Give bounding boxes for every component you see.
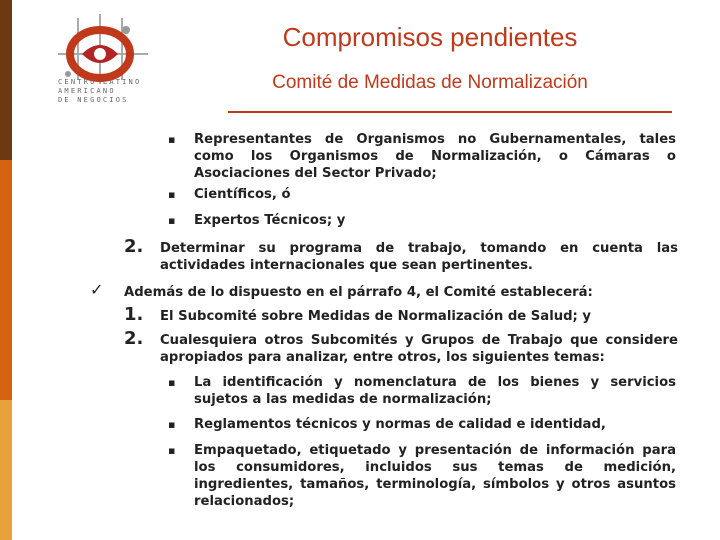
item-expertos: Expertos Técnicos; y xyxy=(194,213,346,228)
square-bullet-icon: ▪ xyxy=(168,376,176,389)
number-2-second: 2. xyxy=(124,328,144,349)
number-2: 2. xyxy=(124,236,144,257)
title-divider xyxy=(228,111,672,113)
side-bar-dark xyxy=(0,0,12,160)
item-cualesquiera: Cualesquiera otros Subcomités y Grupos de Trabajo que considere apropiados para analizar, entre otros, los siguientes temas: xyxy=(160,333,678,365)
check-bullet-icon: ✓ xyxy=(90,280,104,299)
item-empaquetado: Empaquetado, etiquetado y presentación de información para los consumidores, incluidos sus temas de medición, ingredientes, tamaños, terminología, símbolos y otros asuntos relacionados; xyxy=(194,443,676,509)
logo-text xyxy=(58,78,158,105)
item-representantes: Representantes de Organismos no Gubernamentales, tales como los Organismos de Normalización, o Cámaras o Asociaciones del Sector Privado; xyxy=(194,132,676,181)
square-bullet-icon: ▪ xyxy=(168,214,176,227)
number-1: 1. xyxy=(124,304,144,325)
side-bar-light xyxy=(0,400,12,540)
logo-line-1: CENTRO LATINO xyxy=(58,78,142,86)
side-bar-orange xyxy=(0,160,12,400)
square-bullet-icon: ▪ xyxy=(168,444,176,457)
item-subcomite: El Subcomité sobre Medidas de Normalización de Salud; y xyxy=(160,309,592,324)
logo-line-3: DE NEGOCIOS xyxy=(58,96,129,104)
item-identificacion: La identificación y nomenclatura de los bienes y servicios sujetos a las medidas de normalización; xyxy=(194,375,676,407)
item-cientificos: Científicos, ó xyxy=(194,187,291,202)
logo-line-2: AMERICANO xyxy=(58,87,116,95)
square-bullet-icon: ▪ xyxy=(168,418,176,431)
page-title: Compromisos pendientes xyxy=(282,22,578,52)
square-bullet-icon: ▪ xyxy=(168,133,176,146)
page-subtitle: Comité de Medidas de Normalización xyxy=(272,72,588,93)
item-ademas: Además de lo dispuesto en el párrafo 4, el Comité establecerá: xyxy=(124,285,593,300)
square-bullet-icon: ▪ xyxy=(168,188,176,201)
item-determinar: Determinar su programa de trabajo, tomando en cuenta las actividades internacionales que sean pertinentes. xyxy=(160,241,678,273)
item-reglamentos: Reglamentos técnicos y normas de calidad e identidad, xyxy=(194,417,606,432)
